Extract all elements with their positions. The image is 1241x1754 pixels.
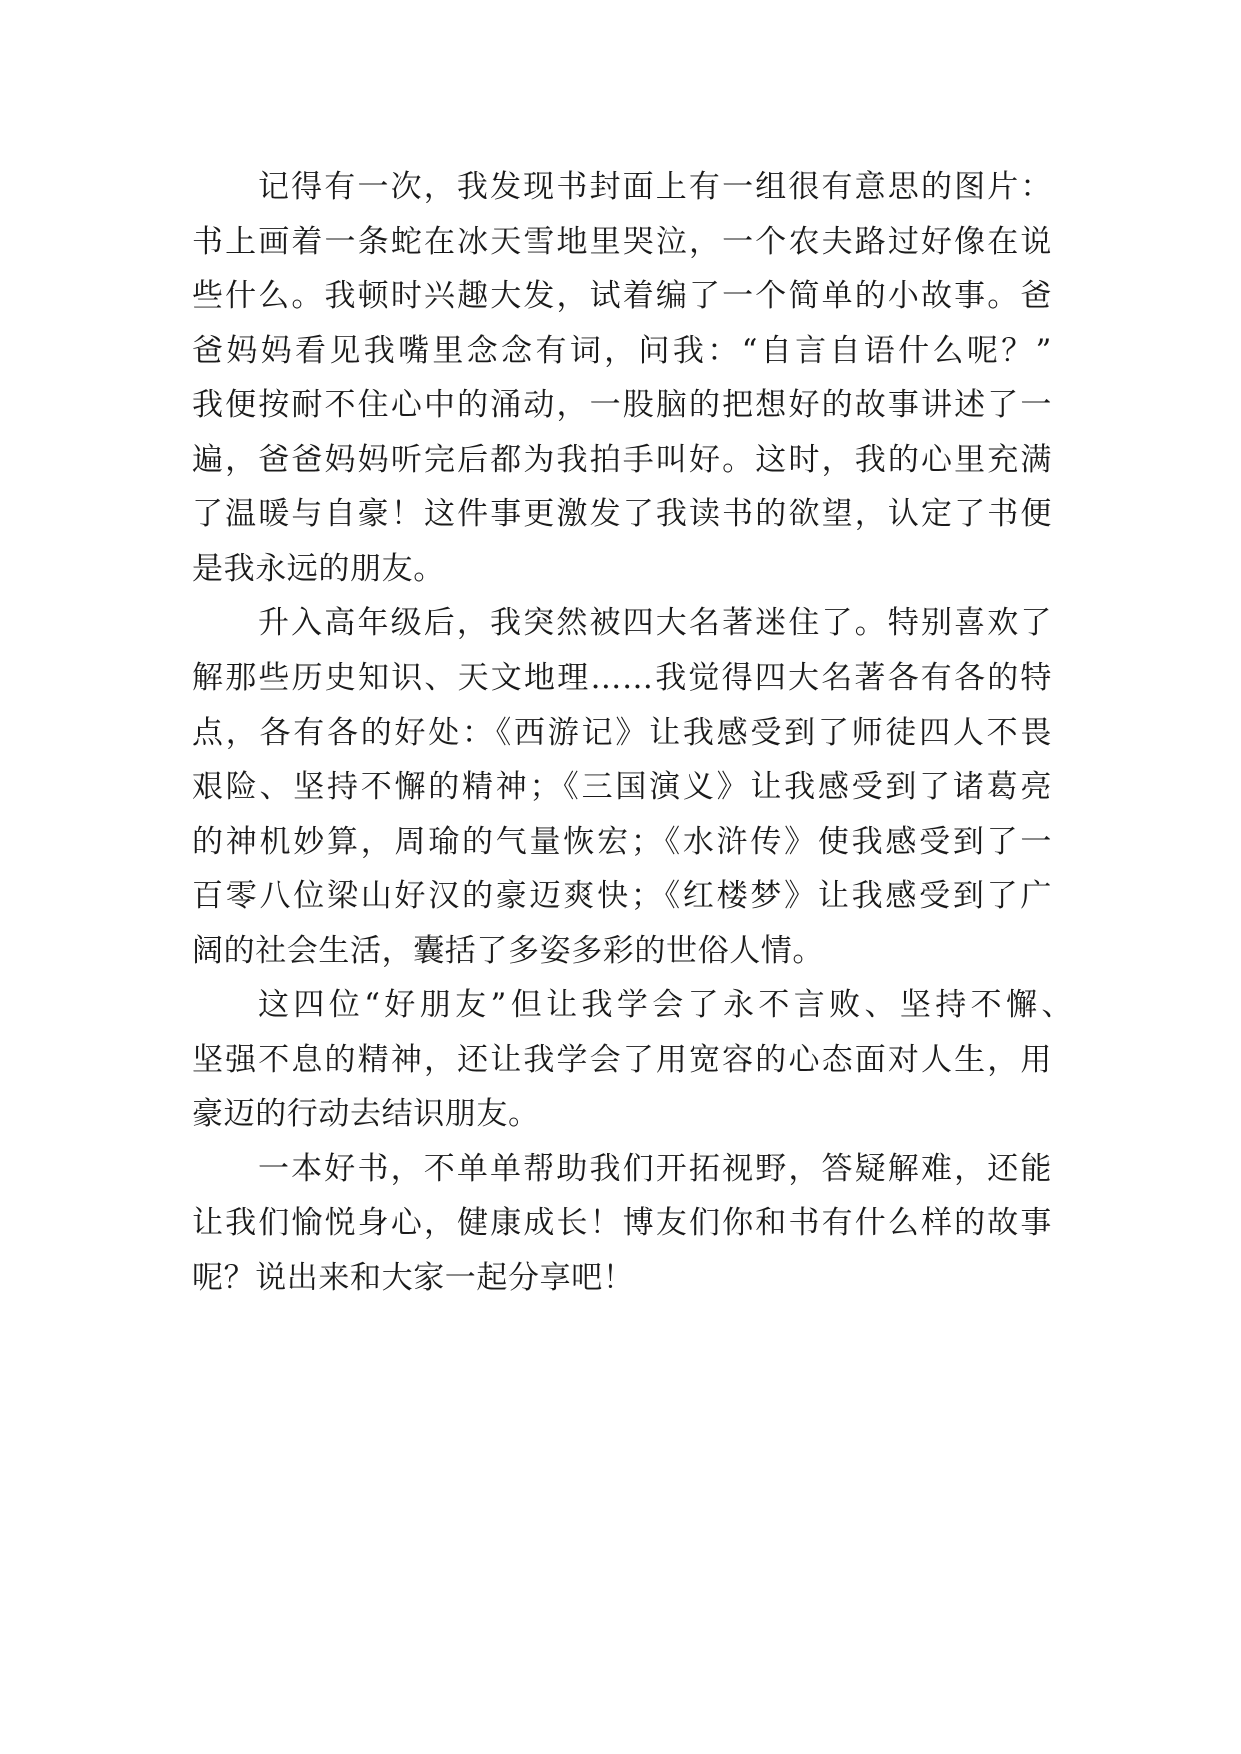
paragraph-1-line-7: 了温暖与自豪！这件事更激发了我读书的欲望，认定了书便 xyxy=(192,496,1052,532)
paragraph-4-line-3: 呢？说出来和大家一起分享吧！ xyxy=(192,1260,635,1296)
paragraph-4-line-1: 一本好书，不单单帮助我们开拓视野，答疑解难，还能 xyxy=(258,1151,1052,1187)
paragraph-2-line-1: 升入高年级后，我突然被四大名著迷住了。特别喜欢了 xyxy=(258,605,1052,641)
paragraph-1-line-1: 记得有一次，我发现书封面上有一组很有意思的图片： xyxy=(258,169,1052,205)
paragraph-2-line-7: 阔的社会生活，囊括了多姿多彩的世俗人情。 xyxy=(192,933,824,969)
paragraph-2-line-4: 艰险、坚持不懈的精神；《三国演义》让我感受到了诸葛亮 xyxy=(192,769,1052,805)
paragraph-1-line-4: 爸妈妈看见我嘴里念念有词，问我：“自言自语什么呢？” xyxy=(192,333,1052,369)
paragraph-2-line-6: 百零八位梁山好汉的豪迈爽快；《红楼梦》让我感受到了广 xyxy=(192,878,1052,914)
paragraph-2-line-3: 点，各有各的好处：《西游记》让我感受到了师徒四人不畏 xyxy=(192,715,1052,751)
paragraph-3-line-3: 豪迈的行动去结识朋友。 xyxy=(192,1096,540,1132)
paragraph-2-line-2: 解那些历史知识、天文地理……我觉得四大名著各有各的特 xyxy=(192,660,1052,696)
paragraph-1-line-3: 些什么。我顿时兴趣大发，试着编了一个简单的小故事。爸 xyxy=(192,278,1052,314)
paragraph-1-line-8: 是我永远的朋友。 xyxy=(192,551,445,587)
paragraph-2-line-5: 的神机妙算，周瑜的气量恢宏；《水浒传》使我感受到了一 xyxy=(192,824,1052,860)
paragraph-3-line-2: 坚强不息的精神，还让我学会了用宽容的心态面对人生，用 xyxy=(192,1042,1052,1078)
paragraph-3-line-1: 这四位“好朋友”但让我学会了永不言败、坚持不懈、 xyxy=(258,987,1073,1023)
paragraph-1-line-6: 遍，爸爸妈妈听完后都为我拍手叫好。这时，我的心里充满 xyxy=(192,442,1052,478)
paragraph-1-line-2: 书上画着一条蛇在冰天雪地里哭泣，一个农夫路过好像在说 xyxy=(192,224,1052,260)
paragraph-4-line-2: 让我们愉悦身心，健康成长！博友们你和书有什么样的故事 xyxy=(192,1205,1052,1241)
paragraph-1-line-5: 我便按耐不住心中的涌动，一股脑的把想好的故事讲述了一 xyxy=(192,387,1052,423)
